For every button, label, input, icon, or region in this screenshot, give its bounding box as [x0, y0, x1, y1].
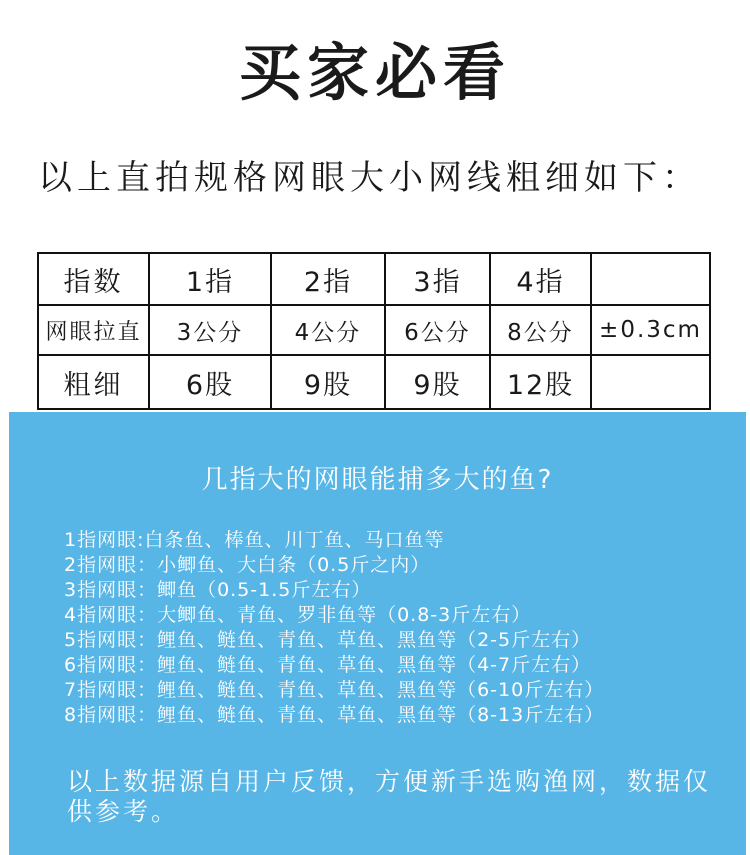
table-cell: 网眼拉直 [38, 305, 149, 355]
list-item: 7指网眼：鲤鱼、鲢鱼、青鱼、草鱼、黑鱼等（6-10斤左右） [64, 679, 605, 701]
table-cell: 4公分 [271, 305, 385, 355]
disclaimer-note: 以上数据源自用户反馈，方便新手选购渔网，数据仅供参考。 [67, 767, 712, 826]
table-cell: 6公分 [385, 305, 490, 355]
table-cell: 1指 [149, 253, 271, 305]
list-item: 6指网眼：鲤鱼、鲢鱼、青鱼、草鱼、黑鱼等（4-7斤左右） [64, 654, 592, 676]
table-cell: 3公分 [149, 305, 271, 355]
panel-heading: 几指大的网眼能捕多大的鱼? [201, 465, 554, 495]
spec-table [37, 252, 711, 410]
table-cell: ±0.3cm [591, 305, 710, 355]
list-item: 8指网眼：鲤鱼、鲢鱼、青鱼、草鱼、黑鱼等（8-13斤左右） [64, 704, 605, 726]
table-cell: 6股 [149, 355, 271, 409]
info-panel [9, 412, 746, 855]
table-row [38, 355, 710, 409]
table-cell: 2指 [271, 253, 385, 305]
table-row [38, 253, 710, 305]
list-item: 5指网眼：鲤鱼、鲢鱼、青鱼、草鱼、黑鱼等（2-5斤左右） [64, 629, 592, 651]
table-cell: 9股 [385, 355, 490, 409]
table-cell: 粗细 [38, 355, 149, 409]
page-title: 买家必看 [238, 36, 511, 109]
list-item: 4指网眼：大鲫鱼、青鱼、罗非鱼等（0.8-3斤左右） [64, 604, 532, 626]
mesh-fish-list [64, 528, 604, 728]
table-cell: 3指 [385, 253, 490, 305]
table-cell: 8公分 [490, 305, 591, 355]
list-item: 2指网眼：小鲫鱼、大白条（0.5斤之内） [64, 554, 431, 576]
table-cell: 9股 [271, 355, 385, 409]
table-cell [591, 355, 710, 409]
spec-subtitle: 以上直拍规格网眼大小网线粗细如下： [38, 158, 701, 198]
table-cell: 4指 [490, 253, 591, 305]
table-row [38, 305, 710, 355]
list-item: 1指网眼:白条鱼、棒鱼、川丁鱼、马口鱼等 [64, 529, 445, 551]
table-cell: 指数 [38, 253, 149, 305]
list-item: 3指网眼：鲫鱼（0.5-1.5斤左右） [64, 579, 372, 601]
table-cell [591, 253, 710, 305]
table-cell: 12股 [490, 355, 591, 409]
